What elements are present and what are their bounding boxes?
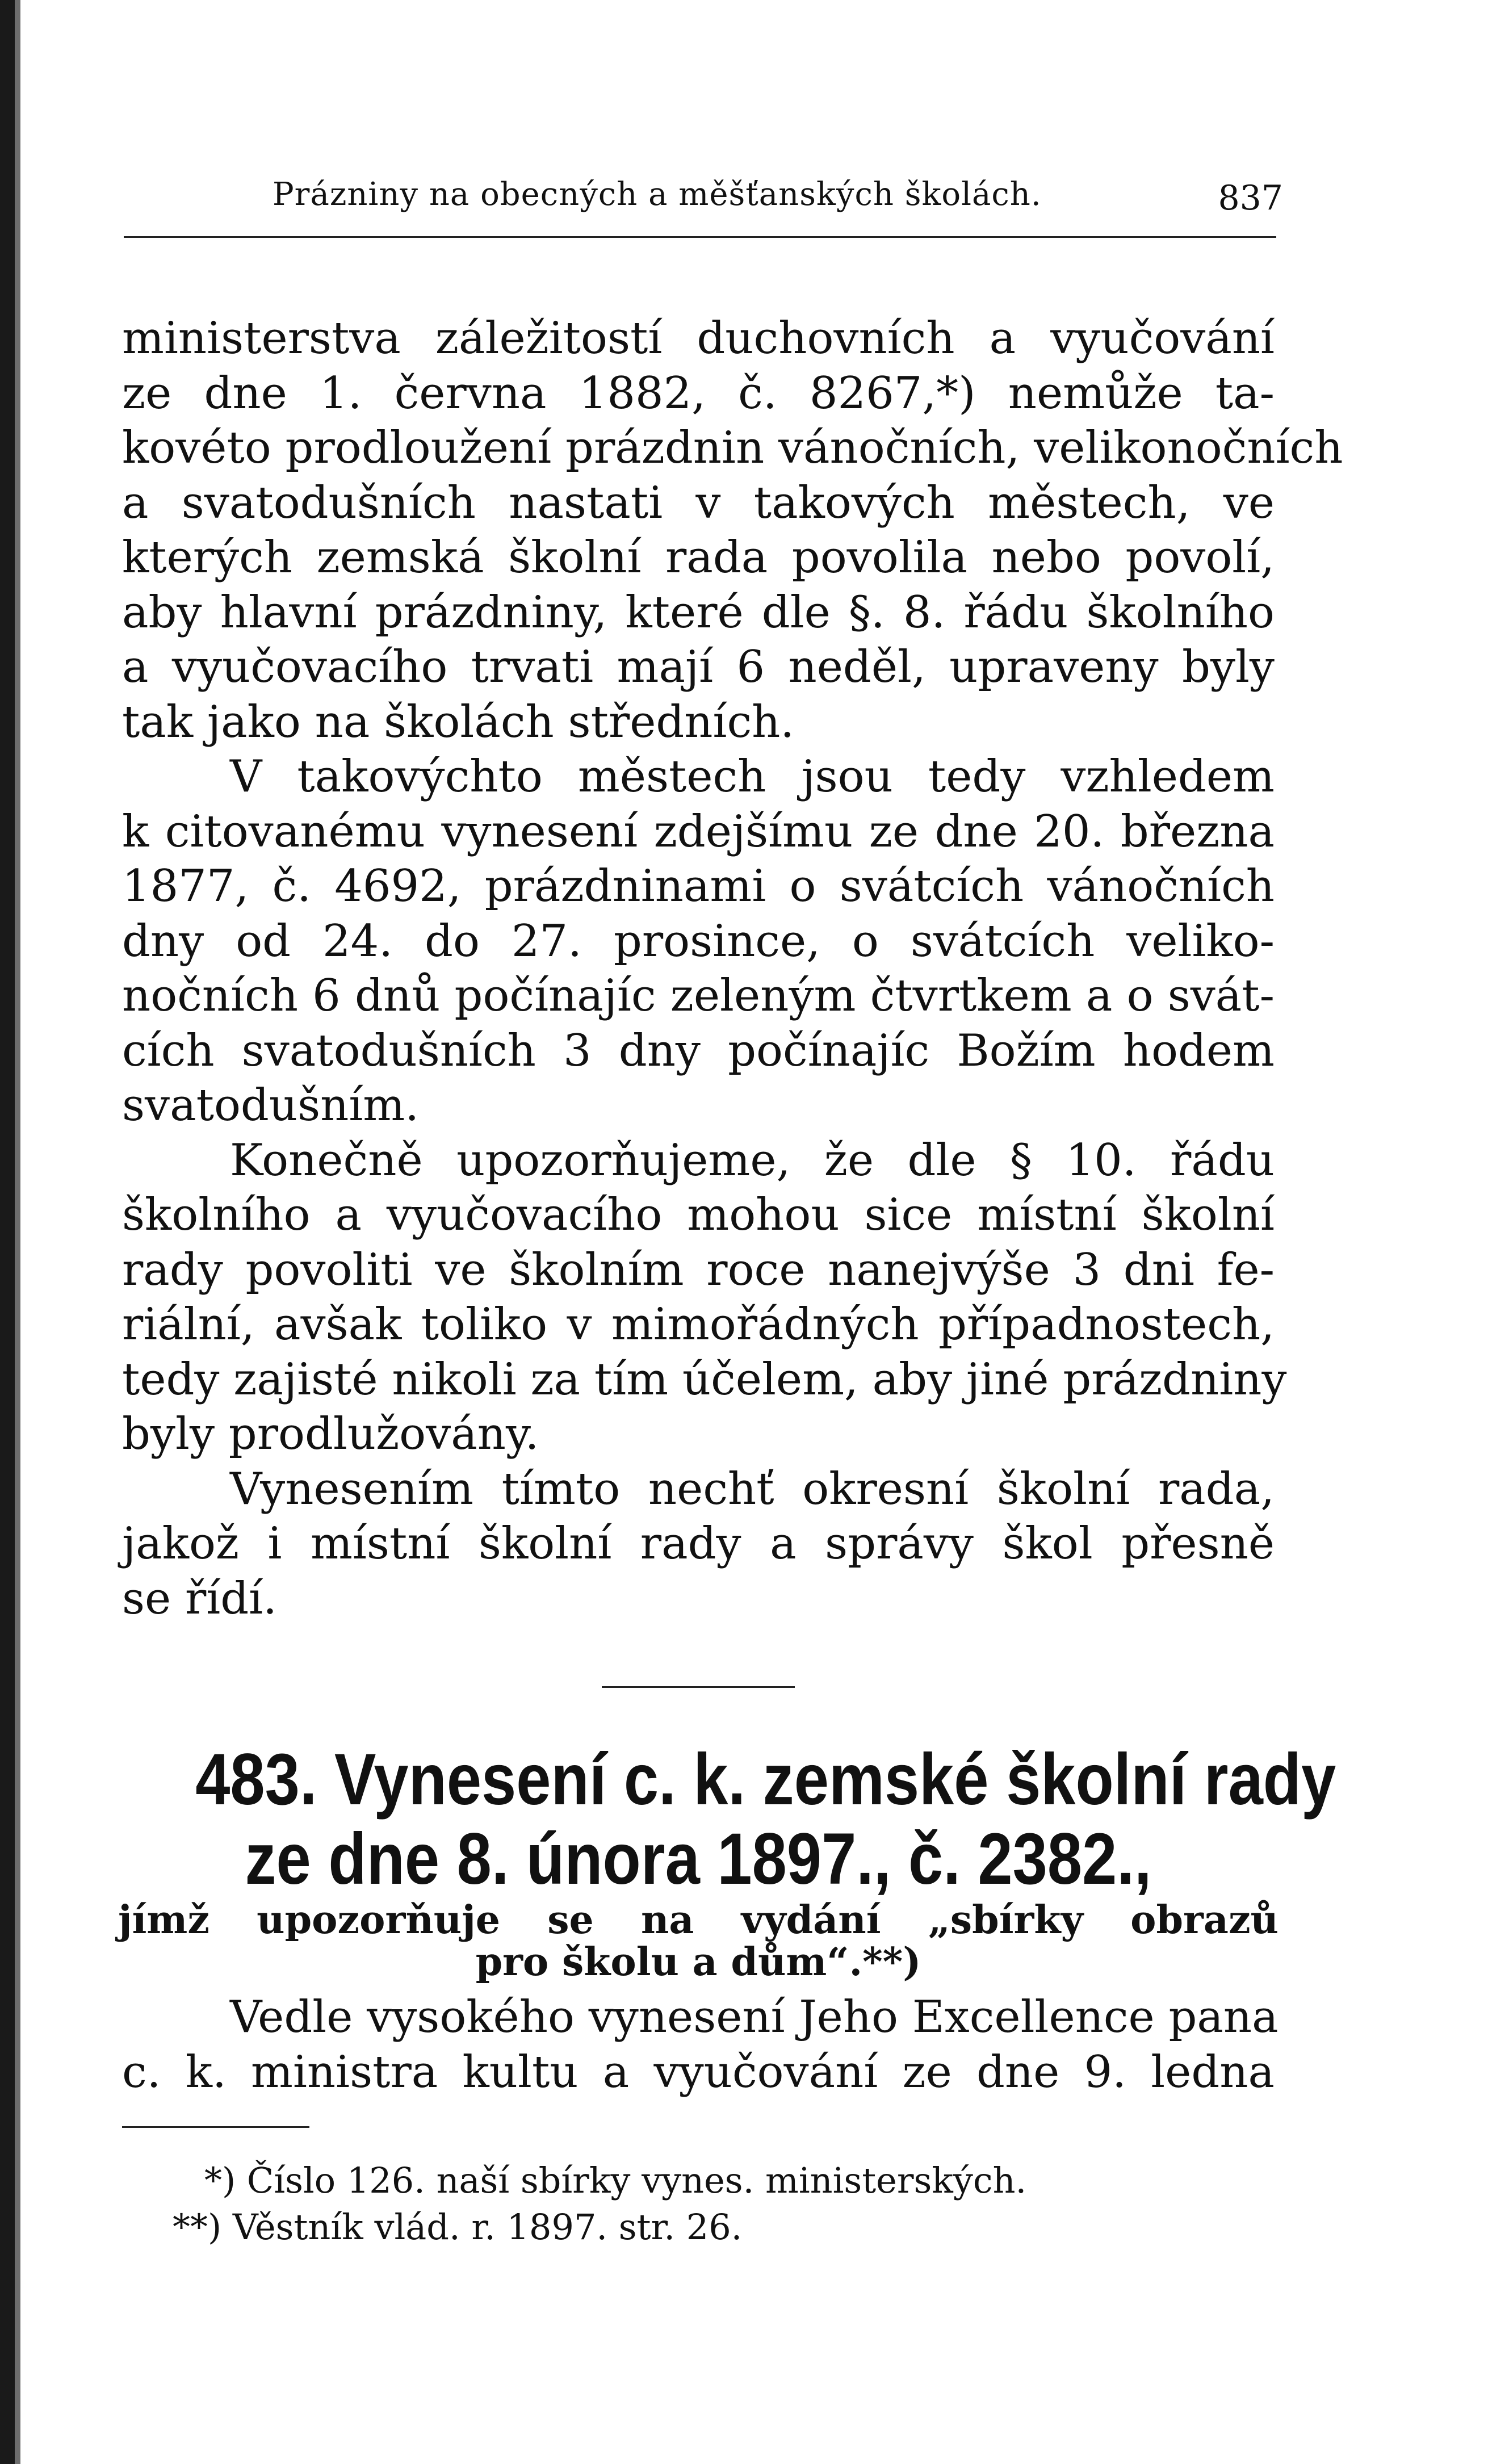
continuation-paragraph — [122, 1990, 1279, 2100]
text-line: ze dne 1. června 1882, č. 8267,*) nemůže ta- — [122, 367, 1275, 419]
text-line: V takovýchto městech jsou tedy vzhledem — [230, 751, 1275, 802]
section-title-line-2: ze dne 8. února 1897., č. 2382., — [245, 1818, 1152, 1900]
text-line: a svatodušních nastati v takových městech, ve — [122, 477, 1275, 529]
text-line: c. k. ministra kultu a vyučování ze dne 9. ledna — [122, 2046, 1275, 2098]
text-line: Vedle vysokého vynesení Jeho Excellence pana — [230, 1992, 1279, 2043]
text-line: jakož i místní školní rady a správy škol přesně — [122, 1518, 1275, 1569]
text-line: kovéto prodloužení prázdnin vánočních, velikonočních — [122, 422, 1343, 473]
text-line: nočních 6 dnů počínajíc zeleným čtvrtkem a o svát- — [122, 970, 1275, 1021]
text-line: tedy zajisté nikoli za tím účelem, aby jiné prázdniny — [122, 1353, 1287, 1405]
paragraph-1 — [122, 311, 1343, 1626]
text-line: a vyučovacího trvati mají 6 neděl, upraveny byly — [122, 642, 1275, 693]
binding-edge — [0, 0, 15, 2464]
section-divider — [602, 1686, 795, 1688]
text-line: byly prodlužovány. — [122, 1409, 539, 1460]
text-line: svatodušním. — [122, 1080, 420, 1131]
page-number: 837 — [1218, 178, 1283, 218]
text-line: kterých zemská školní rada povolila nebo povolí, — [122, 532, 1275, 583]
header-rule — [124, 236, 1276, 238]
text-line: cích svatodušních 3 dny počínajíc Božím hodem — [122, 1025, 1275, 1076]
text-line: Konečně upozorňujeme, že dle § 10. řádu — [230, 1134, 1275, 1186]
text-line: se řídí. — [122, 1573, 277, 1624]
text-line: rady povoliti ve školním roce nanejvýše 3 dni fe- — [122, 1244, 1275, 1296]
section-title-line-1: 483. Vynesení c. k. zemské školní rady — [195, 1739, 1336, 1820]
footnote: *) Číslo 126. naší sbírky vynes. ministerských. — [204, 2160, 1027, 2201]
footnotes — [173, 2157, 1272, 2251]
running-title: Prázniny na obecných a měšťanských školách. — [273, 176, 1042, 213]
text-line: ministerstva záležitostí duchovních a vyučování — [122, 313, 1275, 364]
section-subtitle-line-2: pro školu a dům“.**) — [475, 1939, 921, 1985]
text-line: dny od 24. do 27. prosince, o svátcích veliko- — [122, 915, 1275, 967]
footnote-rule — [122, 2126, 309, 2128]
page-header — [273, 170, 1283, 221]
section-heading — [114, 1739, 1336, 1985]
text-line: školního a vyučovacího mohou sice místní školní — [122, 1189, 1275, 1241]
text-line: Vynesením tímto nechť okresní školní rada, — [230, 1463, 1275, 1515]
text-line: 1877, č. 4692, prázdninami o svátcích vánočních — [122, 861, 1275, 912]
text-line: aby hlavní prázdniny, které dle §. 8. řádu školního — [122, 586, 1275, 638]
binding-shadow — [15, 0, 20, 2464]
text-line: riální, avšak toliko v mimořádných případnostech, — [122, 1299, 1275, 1350]
section-subtitle-line-1: jímž upozorňuje se na vydání „sbírky obrazů — [118, 1897, 1279, 1943]
text-line: tak jako na školách středních. — [122, 696, 795, 748]
text-line: k citovanému vynesení zdejšímu ze dne 20. března — [122, 806, 1275, 857]
footnote: **) Věstník vlád. r. 1897. str. 26. — [173, 2206, 743, 2248]
